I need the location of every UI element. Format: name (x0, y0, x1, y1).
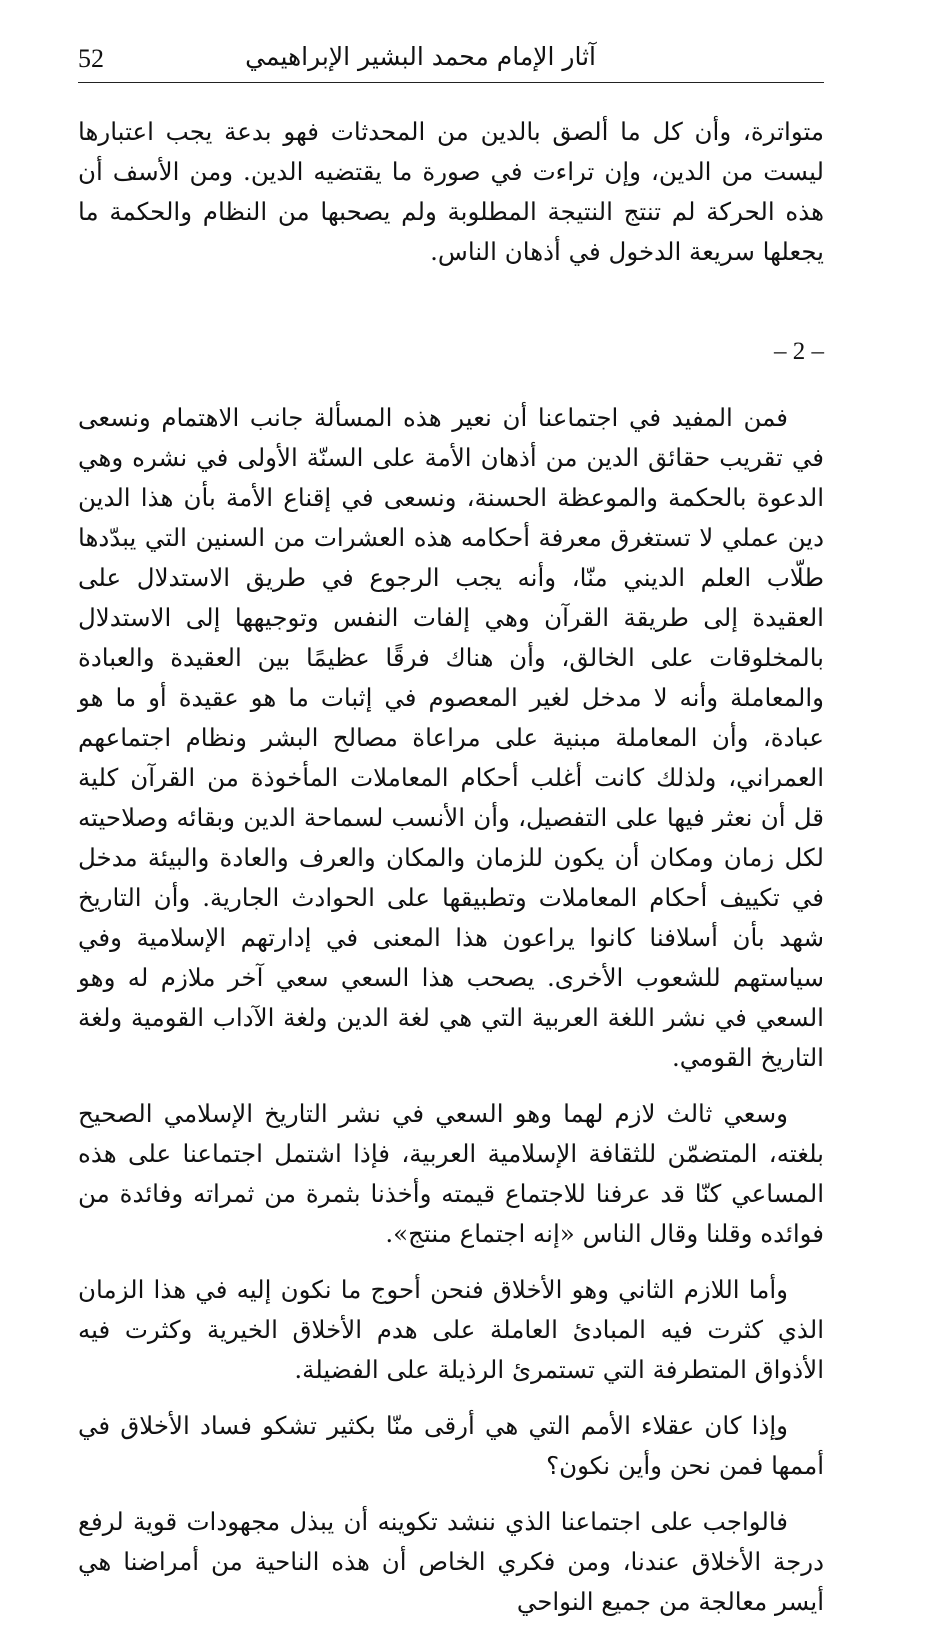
page-header (78, 40, 824, 83)
paragraph: وأما اللازم الثاني وهو الأخلاق فنحن أحوج ما نكون إليه في هذا الزمان الذي كثرت فيه المبادئ العاملة على هدم الأخلاق الخيرية وكثرت فيه الأذواق المتطرفة التي تستمرئ الرذيلة على الفضيلة. (78, 1275, 824, 1384)
body-text (78, 112, 824, 1638)
page-number: 52 (78, 44, 104, 73)
paragraph: وإذا كان عقلاء الأمم التي هي أرقى منّا بكثير تشكو فساد الأخلاق في أممها فمن نحن وأين نكون؟ (78, 1411, 824, 1480)
section-number: – 2 – (774, 338, 824, 365)
paragraph: وسعي ثالث لازم لهما وهو السعي في نشر التاريخ الإسلامي الصحيح بلغته، المتضمّن للثقافة الإسلامية العربية، فإذا اشتمل اجتماعنا على هذه المساعي كنّا قد عرفنا للاجتماع قيمته وأخذنا بثمرة من ثمراته وفائدة من فوائده وقلنا وقال الناس «إنه اجتماع منتج». (78, 1099, 824, 1248)
intro-paragraph: متواترة، وأن كل ما ألصق بالدين من المحدثات فهو بدعة يجب اعتبارها ليست من الدين، وإن تراءت في صورة ما يقتضيه الدين. ومن الأسف أن هذه الحركة لم تنتج النتيجة المطلوبة ولم يصحبها من النظام والحكمة ما يجعلها سريعة الدخول في أذهان الناس. (78, 117, 824, 266)
running-head: آثار الإمام محمد البشير الإبراهيمي (245, 42, 596, 71)
paragraph: فمن المفيد في اجتماعنا أن نعير هذه المسألة جانب الاهتمام ونسعى في تقريب حقائق الدين من أذهان الأمة على السنّة الأولى في نشره وهي الدعوة بالحكمة والموعظة الحسنة، ونسعى في إقناع الأمة بأن هذا الدين دين عملي لا تستغرق معرفة أحكامه هذه العشرات من السنين التي يبدّدها طلّاب العلم الديني منّا، وأنه يجب الرجوع في طريق الاستدلال على العقيدة إلى طريقة القرآن وهي إلفات النفس وتوجيهها إلى الاستدلال بالمخلوقات على الخالق، وأن هناك فرقًا عظيمًا بين العقيدة والعبادة والمعاملة وأنه لا مدخل لغير المعصوم في إثبات ما هو عقيدة أو ما هو عبادة، وأن المعاملة مبنية على مراعاة مصالح البشر ونظام اجتماعهم العمراني، ولذلك كانت أغلب أحكام المعاملات المأخوذة من القرآن كلية قل أن نعثر فيها على التفصيل، وأن الأنسب لسماحة الدين وبقائه وصلاحيته لكل زمان ومكان أن يكون للزمان والمكان والعرف والعادة والبيئة مدخل في تكييف أحكام المعاملات وتطبيقها على الحوادث الجارية. وأن التاريخ شهد بأن أسلافنا كانوا يراعون هذا المعنى في إدارتهم الإسلامية وفي سياستهم للشعوب الأخرى. يصحب هذا السعي سعي آخر ملازم له وهو السعي في نشر اللغة العربية التي هي لغة الدين ولغة الآداب القومية ولغة التاريخ القومي. (78, 403, 824, 1072)
paragraph: فالواجب على اجتماعنا الذي ننشد تكوينه أن يبذل مجهودات قوية لرفع درجة الأخلاق عندنا، ومن فكري الخاص أن هذه الناحية من أمراضنا هي أيسر معالجة من جميع النواحي (78, 1507, 824, 1616)
